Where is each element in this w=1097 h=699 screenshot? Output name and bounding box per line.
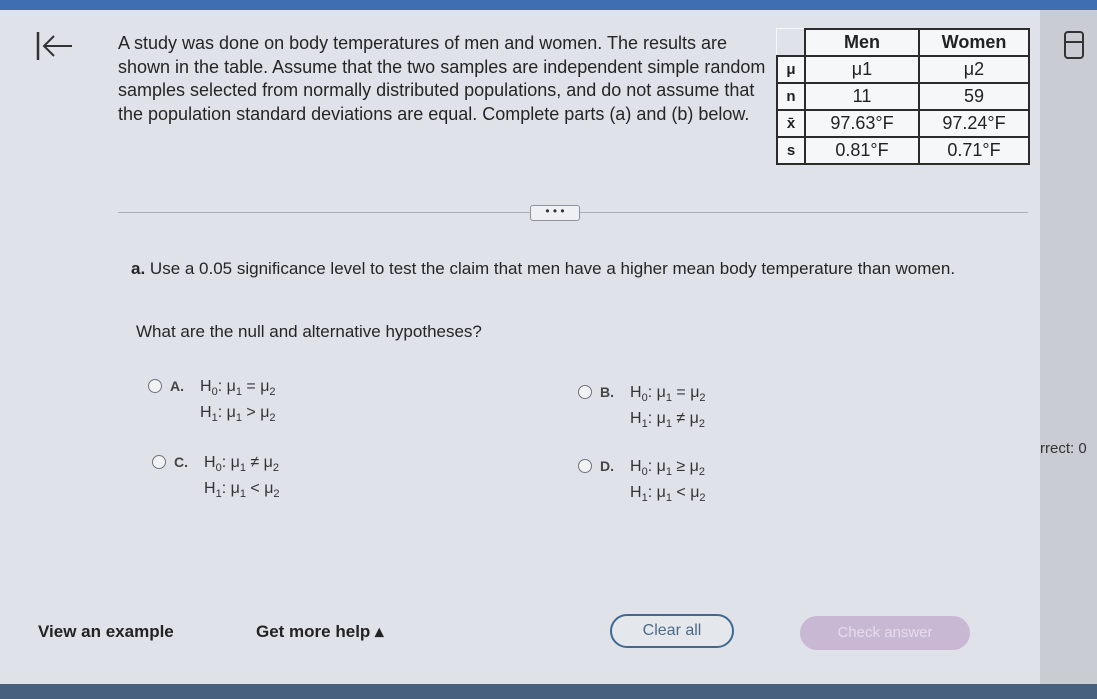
null-hypothesis: $H_0$: $\mu_1 \ge \mu_2$ [630, 458, 705, 478]
view-example-link[interactable]: View an example [38, 622, 174, 641]
option-letter: C. [174, 454, 188, 470]
expand-button[interactable]: • • • [530, 205, 580, 221]
header-women: Women [919, 29, 1029, 56]
alternative-hypothesis: $H_1$: $\mu_1 > \mu_2$ [200, 404, 276, 424]
radio-button[interactable] [148, 379, 162, 393]
table-row [777, 137, 1029, 164]
table-cell: 0.81°F [805, 137, 919, 164]
table-row [777, 110, 1029, 137]
row-label: μ [777, 56, 805, 83]
part-a-text: Use a 0.05 significance level to test the claim that men have a higher mean body temperature than women. [149, 259, 956, 278]
right-panel [1040, 10, 1097, 699]
header-men: Men [805, 29, 919, 56]
option-letter: D. [600, 458, 614, 474]
table-cell: 97.63°F [805, 110, 919, 137]
table-cell: 0.71°F [919, 137, 1029, 164]
bottom-bar [0, 684, 1097, 699]
row-label: n [777, 83, 805, 110]
question-text: What are the null and alternative hypotheses? [136, 322, 482, 341]
part-a-prompt [131, 258, 1011, 280]
table-row [777, 56, 1029, 83]
option-letter: A. [170, 378, 184, 394]
null-hypothesis: $H_0$: $\mu_1 = \mu_2$ [200, 378, 276, 398]
problem-statement: A study was done on body temperatures of men and women. The results are shown in the table. Assume that the two samples are independent simple random samples selected from normally distributed populations, and do not assume that the population standard deviations are equal. Complete parts (a) and (b) below. [118, 33, 766, 124]
radio-button[interactable] [578, 459, 592, 473]
alternative-hypothesis: $H_1$: $\mu_1 < \mu_2$ [204, 480, 280, 500]
get-more-help-link[interactable]: Get more help ▴ [256, 622, 384, 641]
check-answer-button[interactable]: Check answer [800, 616, 970, 650]
null-hypothesis: $H_0$: $\mu_1 = \mu_2$ [630, 384, 706, 404]
table-cell: 11 [805, 83, 919, 110]
clear-all-button[interactable]: Clear all [610, 614, 734, 648]
table-cell: 59 [919, 83, 1029, 110]
table-cell: μ2 [919, 56, 1029, 83]
radio-button[interactable] [152, 455, 166, 469]
table-cell: μ1 [805, 56, 919, 83]
calculator-icon[interactable] [1062, 30, 1086, 60]
score-status: rrect: 0 [1040, 440, 1087, 457]
alternative-hypothesis: $H_1$: $\mu_1 \ne \mu_2$ [630, 410, 705, 430]
data-table [776, 28, 1030, 165]
table-cell: 97.24°F [919, 110, 1029, 137]
null-hypothesis: $H_0$: $\mu_1 \ne \mu_2$ [204, 454, 279, 474]
alternative-hypothesis: $H_1$: $\mu_1 < \mu_2$ [630, 484, 706, 504]
radio-button[interactable] [578, 385, 592, 399]
row-label: s [777, 137, 805, 164]
top-bar [0, 0, 1097, 10]
table-row [777, 83, 1029, 110]
part-a-label: a. [131, 259, 146, 278]
option-letter: B. [600, 384, 614, 400]
row-label: x̄ [777, 110, 805, 137]
back-arrow-icon[interactable] [32, 28, 76, 64]
